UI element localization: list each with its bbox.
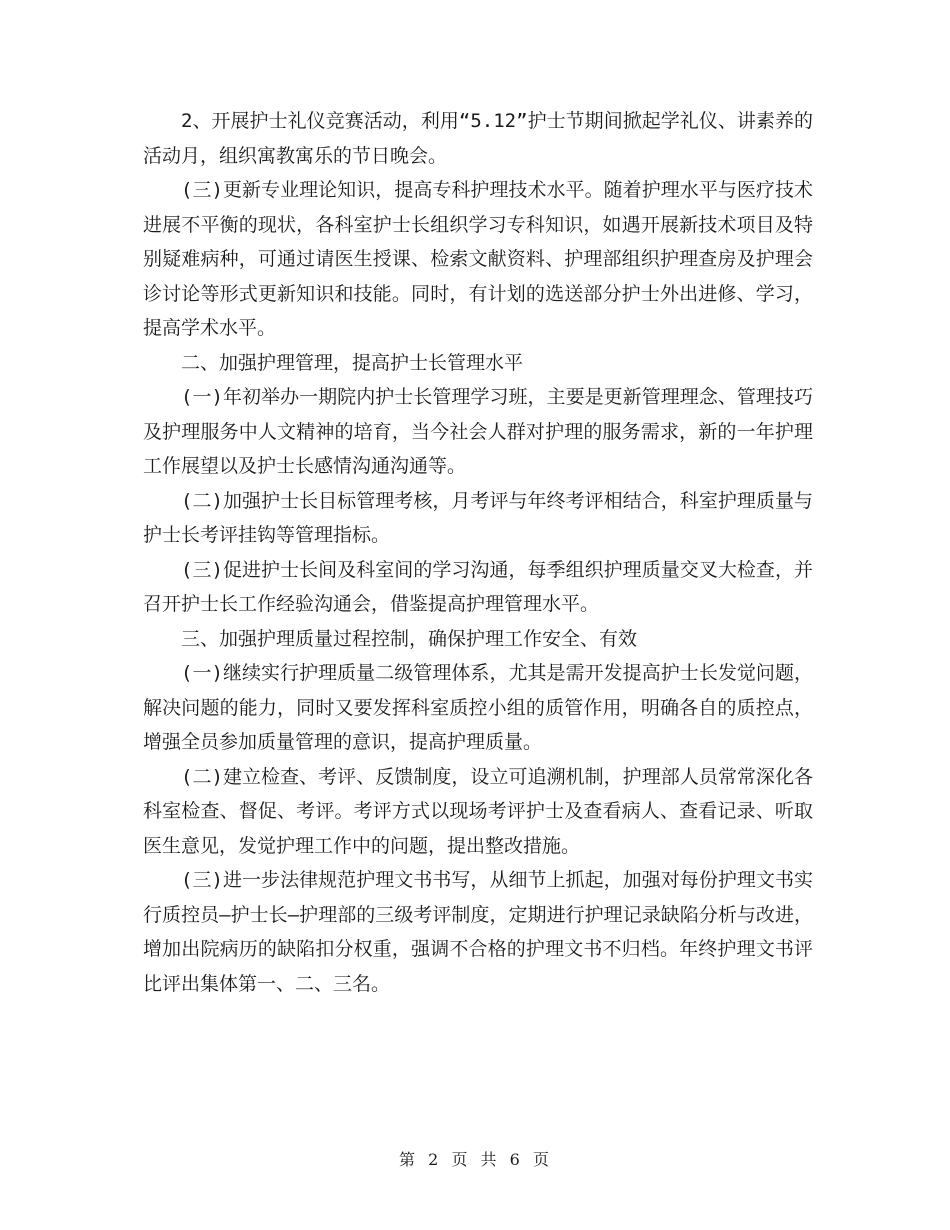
paragraph-2: (三)更新专业理论知识，提高专科护理技术水平。随着护理水平与医疗技术进展不平衡的现状，各科室护士长组织学习专科知识，如遇开展新技术项目及特别疑难病种，可通过请医生授课、检索文献资料、护理部组织护理查房及护理会诊讨论等形式更新知识和技能。同时，有计划的选送部分护士外出进修、学习，提高学术水平。 bbox=[143, 179, 813, 339]
section-heading-3: 三、加强护理质量过程控制，确保护理工作安全、有效 bbox=[181, 627, 638, 650]
paragraph-8: (一)继续实行护理质量二级管理体系，尤其是需开发提高护士长发觉问题，解决问题的能力，同时又要发挥科室质控小组的质管作用，明确各自的质控点，增强全员参加质量管理的意识，提高护理质量。 bbox=[143, 662, 813, 753]
footer-prefix: 第 bbox=[399, 1150, 418, 1169]
page-footer bbox=[0, 1147, 950, 1170]
document-body bbox=[143, 104, 813, 1001]
footer-page-number: 2 bbox=[428, 1150, 441, 1169]
footer-total-pages: 6 bbox=[509, 1150, 522, 1169]
paragraph-1: 2、开展护士礼仪竞赛活动，利用“5.12”护士节期间掀起学礼仪、讲素养的活动月，组织寓教寓乐的节日晚会。 bbox=[143, 110, 813, 167]
footer-suffix: 页 bbox=[532, 1150, 551, 1169]
paragraph-9: (二)建立检查、考评、反馈制度，设立可追溯机制，护理部人员常常深化各科室检查、督促、考评。考评方式以现场考评护士及查看病人、查看记录、听取医生意见，发觉护理工作中的问题，提出整改措施。 bbox=[143, 765, 813, 857]
paragraph-6: (三)促进护士长间及科室间的学习沟通，每季组织护理质量交叉大检查，并召开护士长工作经验沟通会，借鉴提高护理管理水平。 bbox=[143, 558, 813, 615]
section-heading-2: 二、加强护理管理，提高护士长管理水平 bbox=[181, 351, 524, 374]
paragraph-10: (三)进一步法律规范护理文书书写，从细节上抓起，加强对每份护理文书实行质控员—护士长—护理部的三级考评制度，定期进行护理记录缺陷分析与改进，增加出院病历的缺陷扣分权重，强调不合格的护理文书不归档。年终护理文书评比评出集体第一、二、三名。 bbox=[143, 869, 813, 995]
paragraph-5: (二)加强护士长目标管理考核，月考评与年终考评相结合，科室护理质量与护士长考评挂钩等管理指标。 bbox=[143, 489, 813, 546]
paragraph-4: (一)年初举办一期院内护士长管理学习班，主要是更新管理理念、管理技巧及护理服务中人文精神的培育，当今社会人群对护理的服务需求，新的一年护理工作展望以及护士长感情沟通沟通等。 bbox=[143, 386, 813, 477]
footer-total-word: 共 bbox=[480, 1150, 499, 1169]
footer-page-word: 页 bbox=[451, 1150, 470, 1169]
